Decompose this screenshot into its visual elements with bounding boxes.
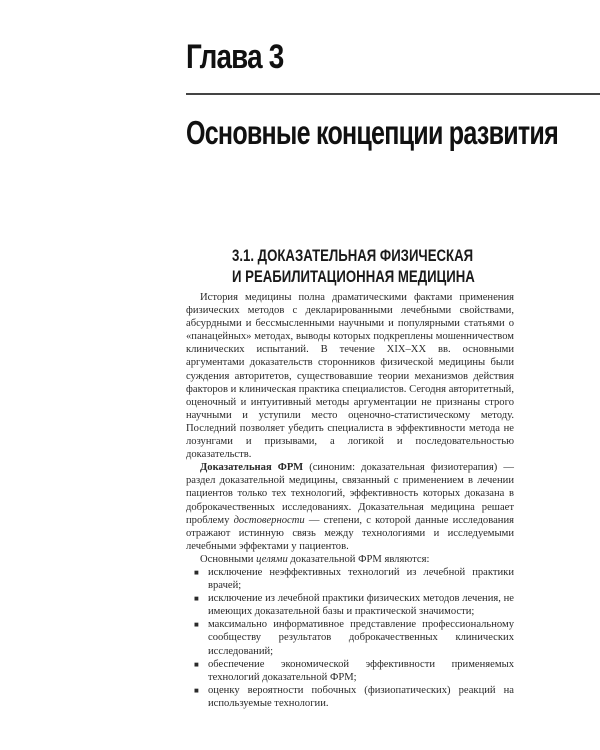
list-item-text: максимально информативное представление профессиональному сообществу результатов доброкачественных клинических исследований; (208, 619, 514, 657)
term-evidence-frm: Доказательная ФРМ (200, 462, 304, 474)
term-reliability: достоверности (233, 514, 305, 526)
chapter-label: Глава 3 (186, 38, 284, 76)
list-item (186, 658, 514, 684)
list-item (186, 618, 514, 657)
section-heading-line-1: 3.1. ДОКАЗАТЕЛЬНАЯ ФИЗИЧЕСКАЯ (232, 247, 474, 265)
list-item-text: исключение неэффективных технологий из лечебной практики врачей; (208, 566, 514, 592)
bullet-icon: ■ (194, 659, 199, 669)
bullet-icon: ■ (194, 620, 199, 630)
chapter-rule (186, 93, 600, 95)
list-item-text: исключение из лечебной практики физических методов лечения, не имеющих доказательной базы и практической значимости; (208, 593, 514, 618)
chapter-title: Основные концепции развития (186, 114, 558, 151)
bullet-icon: ■ (194, 594, 199, 604)
goals-intro-b: доказательной ФРМ являются: (287, 553, 430, 565)
list-item-text: обеспечение экономической эффективности применяемых технологий доказательной ФРМ; (208, 658, 514, 683)
definition-text-a: (синоним: доказательная физиотерапия) — раздел доказательной медицины, связанный с применением в лечении пациентов только тех технологий, эффективность которых доказана в доброкачественных исследованиях. Доказательная медицина решает проблему (186, 462, 514, 526)
goals-list (186, 566, 514, 710)
body-text (186, 291, 514, 710)
section-heading-line-2: И РЕАБИЛИТАЦИОННАЯ МЕДИЦИНА (232, 268, 475, 286)
list-item (186, 684, 514, 710)
paragraph-history: История медицины полна драматическими фактами применения физических методов с декларированными лечебными свойствами, абсурдными и бессмысленными научными и популярными статьями о «панацейных» методах, выводы которых подкреплены мошенничеством клинических испытаний. В течение XIX–XX вв. основными аргументами доказательств сторонников физической медицины были суждения авторитетов, существовавшие теории механизмов действия факторов и клиническая практика специалистов. Сегодня авторитетный, оценочный и интуитивный методы аргументации не признаны строго научными и уступили место оценочно-статистическому методу. Последний позволяет убедить специалиста в эффективности метода не лозунгами и призывами, а логикой и последовательностью доказательств. (186, 292, 514, 461)
goals-intro-a: Основными (200, 553, 257, 565)
goals-intro-em: целями (256, 553, 288, 565)
paragraph-definition (186, 461, 514, 553)
definition-text-b: — степени, с которой данные исследования отражают истинную связь между технологиями и исследуемыми лечебными эффектами у пациентов. (186, 514, 514, 552)
bullet-icon: ■ (194, 567, 199, 577)
section-heading (232, 246, 520, 288)
list-item (186, 566, 514, 592)
list-item-text: оценку вероятности побочных (физиопатических) реакций на используемые технологии. (208, 684, 514, 709)
bullet-icon: ■ (194, 685, 199, 695)
paragraph-goals-intro (186, 553, 514, 566)
list-item (186, 592, 514, 618)
